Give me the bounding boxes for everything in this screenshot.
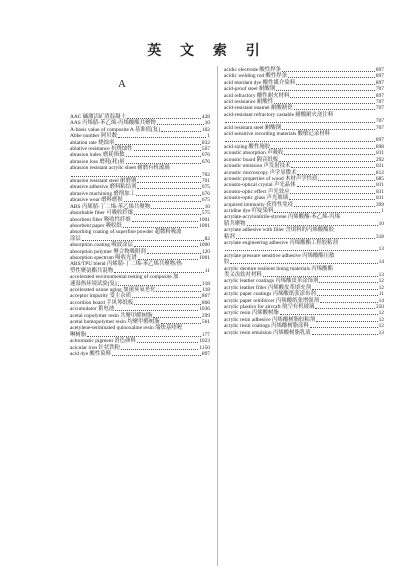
entry-page-number: 14 bbox=[378, 297, 384, 304]
dot-leader bbox=[134, 246, 198, 247]
entry-page-number: 866 bbox=[201, 299, 210, 306]
dot-leader bbox=[230, 263, 377, 264]
entry-term: acrylic plastics for aircraft 航空有机玻璃 bbox=[224, 304, 315, 311]
entry-page-number: 1001 bbox=[199, 216, 210, 223]
index-entry bbox=[224, 253, 384, 266]
entry-term: absorption coating 吸波涂层 bbox=[70, 242, 133, 249]
dot-leader bbox=[136, 195, 201, 196]
entry-page-number: 567 bbox=[201, 146, 210, 153]
dot-leader bbox=[126, 163, 201, 164]
entry-term: acrylate-acrylonitrile-styrene 丙烯酸酯-苯乙烯-丙烯 bbox=[224, 214, 341, 221]
entry-page-number: 812 bbox=[375, 169, 384, 176]
entry-term: ABS 丙烯腈-丁二烯-苯乙烯共聚物 bbox=[70, 203, 151, 210]
entry-term: acrylate pressure sensitive adhesive 丙烯酸酯压敏 bbox=[224, 252, 335, 259]
entry-term: absorbable fiber 可吸收纤维 bbox=[70, 210, 134, 217]
entry-page-number: 707 bbox=[375, 86, 384, 93]
entry-page-number: 897 bbox=[375, 92, 384, 99]
dot-leader bbox=[157, 124, 204, 125]
entry-page-number: 10 bbox=[378, 220, 384, 227]
entry-page-number: 707 bbox=[375, 99, 384, 106]
entry-page-number: 13 bbox=[378, 272, 384, 278]
entry-term: acceptor impurity 受主杂质 bbox=[70, 293, 132, 300]
entry-term: acrylic resin adhesive 丙烯酸树脂胶粘剂 bbox=[224, 316, 316, 323]
dot-leader bbox=[137, 188, 200, 189]
entry-page-number: 675 bbox=[201, 184, 210, 191]
entry-term: acidic welding rod 酸性焊条 bbox=[224, 73, 288, 80]
index-entry bbox=[224, 266, 384, 279]
dot-leader bbox=[127, 118, 201, 119]
entry-page-number: 701 bbox=[201, 178, 210, 185]
dot-leader bbox=[112, 355, 201, 356]
entry-term: absorbent fiber 吸收性纤维 bbox=[70, 216, 131, 223]
entry-page-number: 811 bbox=[376, 182, 384, 189]
dot-leader bbox=[138, 259, 198, 260]
index-entry bbox=[70, 274, 210, 287]
entry-term: acetal homopolymer resin 均聚甲醛树脂 bbox=[70, 319, 160, 325]
dot-leader bbox=[284, 154, 375, 155]
dot-leader bbox=[297, 186, 376, 187]
dot-leader bbox=[87, 336, 201, 337]
index-entry bbox=[70, 261, 210, 274]
dot-leader bbox=[151, 208, 203, 209]
page-title: 英 文 索 引 bbox=[147, 43, 267, 59]
entry-page-number: 676 bbox=[201, 190, 210, 197]
entry-term: acoustic absorption 声吸收 bbox=[224, 150, 284, 157]
entry-term: acid resistant steel 耐酸钢 bbox=[224, 124, 282, 131]
entry-term: accumulator 蓄电池 bbox=[70, 306, 115, 313]
dot-leader bbox=[289, 199, 375, 200]
entry-page-number: 897 bbox=[375, 73, 384, 80]
entry-term: acrylic denture resilient lining materials 丙烯酸酯 bbox=[224, 265, 333, 272]
entry-term: abrasive wear 磨料磨损 bbox=[70, 197, 123, 204]
dot-leader bbox=[121, 349, 198, 350]
entry-page-number: 676 bbox=[201, 158, 210, 165]
index-entry bbox=[224, 330, 384, 336]
entry-term-continuation: 胶 bbox=[224, 259, 230, 266]
dot-leader bbox=[134, 304, 201, 305]
entry-term: acid sensitive recording materials 酸敏记录材料 bbox=[224, 131, 330, 138]
entry-page-number: 897 bbox=[375, 67, 384, 73]
entry-term: abrasion loss 磨耗(耗)量 bbox=[70, 158, 125, 165]
dot-leader bbox=[115, 310, 198, 311]
entry-term: abrasion resistant steel 耐磨钢 bbox=[70, 178, 137, 185]
entry-term: acoustic emission 声发射技术 bbox=[224, 163, 291, 170]
entry-page-number: 897 bbox=[375, 137, 384, 144]
entry-page-number: 1036 bbox=[199, 306, 210, 313]
dot-leader bbox=[318, 180, 374, 181]
dot-leader bbox=[282, 71, 375, 72]
entry-term: acid resistance 耐酸性 bbox=[224, 99, 274, 106]
entry-page-number: 13 bbox=[378, 246, 384, 253]
dot-leader bbox=[276, 90, 375, 91]
dot-leader bbox=[123, 227, 198, 228]
dot-leader bbox=[161, 323, 201, 324]
entry-term-continuation: 涂层 bbox=[70, 235, 81, 242]
entry-term: acrylic resin 丙烯酸树脂 bbox=[224, 310, 279, 317]
entry-page-number: 676 bbox=[201, 152, 210, 159]
entry-term: acid dye 酸性染料 bbox=[70, 351, 112, 358]
entry-term: A-basis value of composite A 基准值[复] bbox=[70, 126, 160, 133]
dot-leader bbox=[247, 225, 378, 226]
entry-term: acid sizing 酸性施胶 bbox=[224, 143, 271, 150]
entry-term: acrylic leather filler 丙烯酸皮革填充剂 bbox=[224, 284, 311, 291]
entry-page-number: 707 bbox=[375, 105, 384, 112]
dot-leader bbox=[134, 150, 201, 151]
dot-leader bbox=[118, 285, 201, 286]
entry-term: accelerated ozone aging 加速臭氧老化 bbox=[70, 286, 156, 293]
entry-page-number: 675 bbox=[201, 197, 210, 204]
entry-term: acridine dye 吖啶染料 bbox=[224, 207, 274, 214]
dot-leader bbox=[288, 77, 375, 78]
entry-page-number: 428 bbox=[201, 114, 210, 120]
section-letter: A bbox=[118, 78, 126, 90]
entry-term-continuation: 类义齿软衬材料 bbox=[224, 272, 262, 278]
dot-leader bbox=[236, 238, 375, 239]
entry-term: AAC 碱激活矿渣混凝土 bbox=[70, 114, 126, 120]
entry-page-number: 707 bbox=[375, 124, 384, 131]
dot-leader bbox=[153, 317, 200, 318]
dot-leader bbox=[137, 342, 198, 343]
dot-leader bbox=[315, 308, 374, 309]
index-entry bbox=[70, 229, 210, 242]
entry-term-continuation: 腈共聚物 bbox=[224, 220, 246, 227]
index-column-left bbox=[70, 114, 210, 357]
entry-page-number: 12 bbox=[378, 310, 384, 317]
dot-leader bbox=[274, 212, 380, 213]
dot-leader bbox=[316, 321, 377, 322]
dot-leader bbox=[312, 334, 378, 335]
entry-page-number: 12 bbox=[378, 316, 384, 323]
entry-page-number: 11 bbox=[378, 291, 384, 298]
entry-term: absorbing coating of superfine powder 超微粉吸波 bbox=[70, 229, 182, 236]
entry-page-number: 575 bbox=[201, 210, 210, 217]
dot-leader bbox=[134, 214, 201, 215]
dot-leader bbox=[312, 289, 378, 290]
dot-leader bbox=[294, 206, 375, 207]
entry-term: acicular iron 针状铁粉 bbox=[70, 344, 120, 351]
entry-term-continuation: 速湿热环境试验[复] bbox=[70, 280, 117, 287]
dot-leader bbox=[137, 182, 201, 183]
column-divider bbox=[217, 66, 218, 566]
entry-page-number: 82 bbox=[204, 235, 210, 242]
entry-page-number: 13 bbox=[378, 329, 384, 336]
index-entry bbox=[224, 227, 384, 240]
entry-term: acoustic board 隔音纸板 bbox=[224, 156, 279, 163]
entry-term: ablation rate 烧蚀率 bbox=[70, 139, 115, 146]
entry-page-number: 11 bbox=[204, 267, 210, 274]
dot-leader bbox=[294, 109, 375, 110]
index-entry bbox=[70, 325, 210, 338]
entry-term-continuation: 塑性聚氨酯共混物 bbox=[70, 267, 114, 274]
entry-page-number: 1000 bbox=[199, 242, 210, 249]
dot-leader bbox=[225, 250, 378, 251]
dot-leader bbox=[161, 131, 201, 132]
entry-term: acrylic leather coatings 丙烯酸皮革涂饰剂 bbox=[224, 278, 319, 285]
entry-term: acid-resistant enamel 耐酸搪瓷 bbox=[224, 105, 293, 112]
entry-page-number: 12 bbox=[378, 284, 384, 291]
entry-page-number: 707 bbox=[375, 118, 384, 125]
entry-term: absorption polymer 聚合物吸附剂 bbox=[70, 248, 146, 255]
entry-page-number: 1001 bbox=[199, 254, 210, 261]
entry-term: acquired immunity 获得性免疫 bbox=[224, 201, 294, 208]
dot-leader bbox=[317, 295, 378, 296]
index-entry bbox=[70, 351, 210, 357]
entry-page-number: 12 bbox=[378, 278, 384, 285]
entry-page-number: 1001 bbox=[199, 222, 210, 229]
entry-term: acousto-optical crystal 声光晶体 bbox=[224, 182, 296, 189]
entry-term: acrylic resin emulsion 丙烯酸树脂乳液 bbox=[224, 329, 311, 336]
entry-page-number: 867 bbox=[201, 293, 210, 300]
entry-page-number: 1023 bbox=[199, 338, 210, 345]
entry-page-number: 685 bbox=[375, 175, 384, 182]
dot-leader bbox=[271, 148, 375, 149]
entry-term: acrylate adhesive with filler 含填料的丙烯酸酯胶 bbox=[224, 227, 334, 234]
entry-page-number: 897 bbox=[201, 351, 210, 358]
index-entry bbox=[224, 112, 384, 125]
dot-leader bbox=[132, 221, 198, 222]
entry-term: acoustic properties of wood 木材声学性质 bbox=[224, 175, 318, 182]
entry-page-number: 177 bbox=[201, 331, 210, 338]
entry-term: acidic electrode 酸性焊条 bbox=[224, 67, 281, 73]
dot-leader bbox=[290, 193, 375, 194]
dot-leader bbox=[290, 97, 375, 98]
entry-page-number: 832 bbox=[201, 139, 210, 146]
entry-page-number: 811 bbox=[376, 188, 384, 195]
entry-term: acoustic microscopy 声学显微术 bbox=[224, 169, 297, 176]
entry-page-number: 292 bbox=[375, 156, 384, 163]
entry-term: ablative resistance 抗烧蚀性 bbox=[70, 146, 133, 153]
entry-term: abrasive adhesive 磨料粘结剂 bbox=[70, 184, 137, 191]
entry-term: acetylene-terminated quinoxaline resin 端炔基喹喔 bbox=[70, 325, 183, 332]
entry-term: AAS 丙烯腈-苯乙烯-丙烯酸酯共聚物 bbox=[70, 120, 156, 127]
dot-leader bbox=[274, 103, 375, 104]
entry-page-number: 702 bbox=[201, 171, 210, 178]
index-entry bbox=[224, 214, 384, 227]
entry-term: accelerated environmental testing of composite 加 bbox=[70, 274, 179, 281]
entry-page-number: 14 bbox=[378, 259, 384, 266]
entry-page-number: 118 bbox=[202, 280, 210, 287]
dot-leader bbox=[291, 167, 375, 168]
dot-leader bbox=[225, 122, 375, 123]
entry-page-number: 1150 bbox=[199, 344, 210, 351]
dot-leader bbox=[280, 314, 378, 315]
dot-leader bbox=[71, 176, 201, 177]
entry-page-number: 10 bbox=[204, 120, 210, 127]
dot-leader bbox=[82, 240, 204, 241]
entry-term: accordion board 手风琴纸板 bbox=[70, 299, 134, 306]
entry-term: achromatic pigment 消色颜料 bbox=[70, 338, 136, 345]
entry-page-number: 898 bbox=[375, 143, 384, 150]
dot-leader bbox=[114, 272, 204, 273]
dot-leader bbox=[296, 84, 375, 85]
entry-page-number: 299 bbox=[201, 312, 210, 319]
entry-term: acousto-optic effect 声光效应 bbox=[224, 188, 290, 195]
entry-page-number: 399 bbox=[375, 201, 384, 208]
dot-leader bbox=[263, 276, 378, 277]
entry-page-number: 10 bbox=[204, 203, 210, 210]
entry-term: absorbent paper 吸收纸 bbox=[70, 222, 122, 229]
entry-term: acrylic resin coatings 丙烯酸树脂涂料 bbox=[224, 323, 309, 330]
entry-term: abrasion index 磨耗指数 bbox=[70, 152, 125, 159]
dot-leader bbox=[320, 302, 378, 303]
dot-leader bbox=[282, 129, 375, 130]
entry-page-number: 12 bbox=[378, 323, 384, 330]
dot-leader bbox=[124, 201, 201, 202]
entry-term: acid-proof steel 耐酸钢 bbox=[224, 86, 276, 93]
entry-term: acrylic paper reinforcer 丙烯酸纸张增强剂 bbox=[224, 297, 320, 304]
dot-leader bbox=[132, 297, 201, 298]
entry-term: acid mordant dye 酸性媒介染料 bbox=[224, 79, 296, 86]
entry-term: acetal copolymer resin 共聚甲醛树脂 bbox=[70, 312, 153, 319]
entry-page-number: 118 bbox=[202, 286, 210, 293]
index-entry bbox=[224, 240, 384, 253]
entry-page-number: 1 bbox=[207, 133, 210, 140]
dot-leader bbox=[126, 156, 201, 157]
entry-term: acid refractory 酸性耐火材料 bbox=[224, 92, 290, 99]
entry-page-number: 318 bbox=[375, 233, 384, 240]
entry-term: acousto-optic glass 声光玻璃 bbox=[224, 195, 289, 202]
dot-leader bbox=[297, 174, 374, 175]
entry-term: abrasive machining 磨削加工 bbox=[70, 190, 135, 197]
entry-term: ABS/TPU blend 丙烯腈-丁二烯-苯乙烯共聚物/热 bbox=[70, 261, 183, 268]
index-entry bbox=[70, 165, 210, 178]
dot-leader bbox=[118, 137, 206, 138]
entry-page-number: 811 bbox=[376, 195, 384, 202]
entry-page-number: 120 bbox=[201, 248, 210, 255]
entry-term: absorption spectrum 吸收光谱 bbox=[70, 254, 137, 261]
entry-page-number: 811 bbox=[376, 163, 384, 170]
entry-term: acrylate engineering adhesive 丙烯酸酯工程胶粘剂 bbox=[224, 239, 338, 246]
entry-page-number: 350 bbox=[375, 304, 384, 311]
entry-page-number: 811 bbox=[376, 150, 384, 157]
entry-page-number: 897 bbox=[375, 79, 384, 86]
entry-term: acrylic paper coatings 丙烯酸纸张涂布剂 bbox=[224, 291, 316, 298]
dot-leader bbox=[319, 282, 377, 283]
dot-leader bbox=[147, 253, 201, 254]
index-entry bbox=[224, 131, 384, 144]
entry-page-number: 102 bbox=[201, 126, 210, 133]
entry-term: abrasion resistant acrylic sheet 耐磨有机玻璃 bbox=[70, 165, 170, 172]
entry-term-continuation: 粘剂 bbox=[224, 233, 235, 240]
entry-term: Abbe number 阿贝数 bbox=[70, 133, 118, 140]
index-column-right bbox=[224, 67, 384, 336]
entry-term-continuation: 啉树脂 bbox=[70, 331, 87, 338]
entry-page-number: 561 bbox=[201, 319, 210, 325]
dot-leader bbox=[225, 141, 375, 142]
entry-page-number: 1 bbox=[381, 207, 384, 214]
dot-leader bbox=[310, 327, 378, 328]
entry-term: acid-resistant refractory castable 耐酸耐火浇注料 bbox=[224, 111, 334, 118]
dot-leader bbox=[279, 161, 375, 162]
dot-leader bbox=[115, 144, 201, 145]
dot-leader bbox=[156, 291, 201, 292]
